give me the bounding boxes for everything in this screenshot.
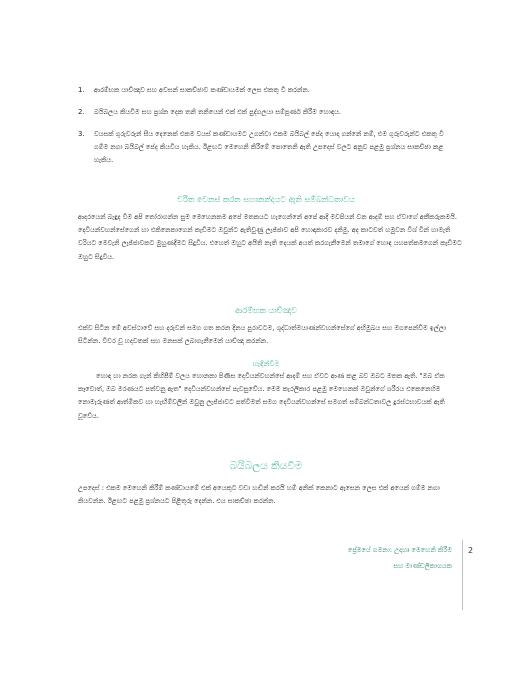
list-item	[78, 128, 458, 167]
list-text: බයිබලය කියවීම සහ ප්‍රශ්න දෙක තනි තනියෙන් එක් එක් පුද්ගලයා සම්පූර්ණ කිරීම හොඳය.	[94, 108, 342, 116]
footer-divider	[462, 540, 463, 610]
section-paragraph-introduction: හොඳ හා නරක ගැන් කිහිපීම් වලය හොනකා පිණිස දෙවියන්වහන්සේ ආදම් සහ ඒවට ආණ කළ බව ඔබට මතක ඇති. "ඔබ ඒක කෑවොත්, ඔබ මරණයට පත්වනු ඇත" දෙවියන්වහන්සේ පැවසුවේය. මෙම කැරලිකාර පළමු මෙහෙනක් ඔවුන්ගේ ශරීරය එකෙනෙහිම නොමැරුණත් ආත්මිකව හා හැඟීම්වලින් ඔවුනු ලැජ්ජාවට පත්වීමත් සමග දෙවියන්වහන්සේ සමගත් සම්බන්ධතාවල දුරස්ථභාවයක් ඇති වූවේය.	[78, 372, 445, 420]
list-text: ආරම්භක යාච්ඤාව සහ අවසන් සාකච්ඡාව කණ්ඩායමක් ලෙස එකතු වී කරන්න.	[94, 86, 310, 94]
list-item	[78, 84, 458, 97]
footer-title-line1: ප්‍රේමයේ ගමනා: උදාහෘ මෙහෙනි කිරීම	[347, 546, 452, 554]
section-heading-opening-prayer: ආරම්භක යාච්ඤාව	[235, 306, 297, 315]
section-heading-bible-reading: බයිබලය කියවීම	[229, 460, 303, 472]
list-number: 1.	[78, 86, 85, 94]
instruction-list	[78, 84, 458, 176]
section-paragraph-relationship: ආදරයෙන් බැඳුද වීම අපි තෝරාගන්න සුම මෙහෙනකම අපේ මතකයට හැගෙන්නේ අපේ ආදි මවපියන් වන ආදම් සහ ඒවාගේ අකීකරුකමයි. දෙවියන්වහන්සේගෙන් හා එකිනෙකාගෙන් කැඩීමට ඔවුන්ට ඇතිවුණු ලැජ්ජාව අපි හොඳාකාරව දනිමු. අද කාටවත් හමුවන විශ් වින් හාමැති වරියට මෙවැනි ලැජ්ජාවකට මුහුණදීමට සිදුවිය. එහෙත් ඔහුට අයිති නැති දෙයක් අයත් කරගැනීමෙන් තමාගේ හොඳ යහපත්කමගෙන් කැඩීමට ඔහුට සිදුවිය.	[78, 213, 462, 261]
list-number: 2.	[78, 108, 85, 116]
list-text: වයසක් ගුරුවරුන් සීය දෙනෙක් එකම වයස් කණ්ඩායමට උගන්වා එකම බයිබල් පේද යොදා ගන්නේ නම්, එම ගුරුවරුන්ට එකතු වී ගම්ම නගා බයිබල් පේද කියවිය හැකිය. ඊළඟට මෙහෙනි කිරීමේ පොතෙනි ඇති උපදෙස් වලට අනුව පළමු ප්‍රශ්නය සාකච්ඡා කළ හැකිය.	[94, 130, 444, 164]
list-item	[78, 106, 458, 119]
sub-heading-introduction: හැඳින්වීම	[252, 360, 280, 368]
section-heading-relationship: චරිත වෙනස් කරන සහානන්දයට ඇති සම්බන්ධතාවය	[177, 195, 355, 204]
section-paragraph-bible-reading: උපදෙස් : එකම මෙහෙනි කිරීම් කණ්ඩායමේ එක් අයෙකුට වඩා හඬින් කරයි හම් අනික් කෙනාට ඇසෙන ලෙස එක් අයෙක් ගම්ම නගා කියවන්න. ඊළඟට පළමු ප්‍රශ්නයට පිළිතුරු දෙන්න. එය සාකච්ඡා කරන්න.	[78, 484, 440, 506]
section-paragraph-opening-prayer: එක්ව සිටින මේ අවස්ථාවේ සහ දරුවන් සමග ගත කරන දිනය පුරාවටම, ශුද්ධාත්මයාණන්වහන්සේගේ අභිමුඛය සහ මගපෙන්වීම ඉල්ලා සිටින්න. විවර වූ හදවතක් සහ මනසක් ලබාගැනීමෙන් යාච්ඤා කරන්න.	[78, 324, 447, 346]
page-number: 2	[468, 546, 474, 555]
list-number: 3.	[78, 130, 85, 138]
footer-title-line2: සහ මාණ්ඩලිකාගයක	[393, 562, 452, 570]
